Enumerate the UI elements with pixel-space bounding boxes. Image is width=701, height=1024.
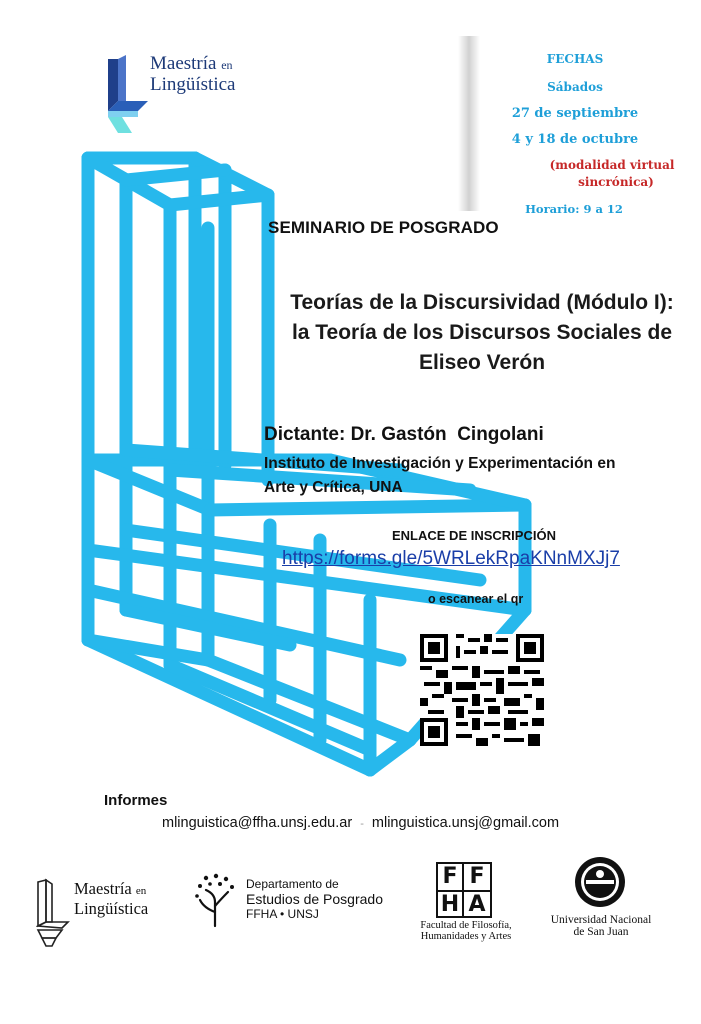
dept-line3: FFHA • UNSJ bbox=[246, 907, 319, 921]
unsj-caption bbox=[540, 914, 662, 938]
ffha-logo bbox=[436, 862, 492, 918]
instituto bbox=[264, 452, 694, 500]
dept-line2: Estudios de Posgrado bbox=[246, 891, 383, 907]
fechas-date1: 27 de septiembre bbox=[511, 106, 639, 121]
enlace-label: ENLACE DE INSCRIPCIÓN bbox=[392, 528, 556, 543]
registration-link[interactable]: https://forms.gle/5WRLekRpaKNnMXJj7 bbox=[282, 548, 620, 569]
seminario-heading: SEMINARIO DE POSGRADO bbox=[268, 218, 499, 237]
fechas-modality-1: (modalidad virtual bbox=[549, 158, 675, 172]
ffha-letter-1: F bbox=[438, 864, 464, 892]
maestria-footer-icon bbox=[36, 878, 72, 948]
title-line2: la Teoría de los Discursos Sociales de bbox=[291, 321, 673, 344]
dictante: Dictante: Dr. Gastón Cingolani bbox=[264, 424, 544, 445]
maestria-logo-icon bbox=[108, 55, 152, 135]
seminar-title bbox=[262, 288, 701, 378]
logo-line2: Lingüística bbox=[150, 74, 236, 95]
fechas-horario: Horario: 9 a 12 bbox=[525, 202, 623, 216]
qr-code[interactable] bbox=[420, 634, 544, 746]
logo-line1-small: en bbox=[221, 58, 233, 72]
unsj-line1: Universidad Nacional bbox=[550, 914, 652, 926]
title-line3: Eliseo Verón bbox=[418, 351, 546, 374]
qr-label: o escanear el qr bbox=[428, 592, 524, 606]
tree-icon bbox=[194, 872, 236, 928]
dept-line1: Departamento de bbox=[246, 877, 339, 891]
dept-text bbox=[246, 877, 383, 922]
logo-line1: Maestría bbox=[150, 53, 217, 74]
instituto-line1: Instituto de Investigación y Experimentación en bbox=[264, 455, 616, 472]
title-line1: Teorías de la Discursividad (Módulo I): bbox=[290, 291, 674, 314]
ffha-caption bbox=[416, 920, 516, 942]
footer-maestria-line2: Lingüística bbox=[74, 899, 149, 918]
email-1[interactable]: mlinguistica@ffha.unsj.edu.ar bbox=[162, 815, 353, 831]
email-separator: - bbox=[360, 818, 364, 830]
footer-maestria-small: en bbox=[135, 885, 147, 897]
fechas-date2: 4 y 18 de octubre bbox=[511, 132, 639, 147]
fechas-label: FECHAS bbox=[546, 52, 604, 66]
footer-maestria-line1: Maestría bbox=[74, 879, 132, 898]
ffha-caption-line2: Humanidades y Artes bbox=[420, 931, 512, 942]
unsj-seal-icon bbox=[574, 856, 626, 908]
ffha-letter-2: F bbox=[464, 864, 490, 892]
fechas-modality-2: sincrónica) bbox=[578, 175, 654, 189]
ffha-letter-3: H bbox=[438, 892, 464, 918]
ffha-caption-line1: Facultad de Filosofía, bbox=[420, 920, 512, 931]
fechas-day: Sábados bbox=[547, 80, 603, 94]
maestria-logo-text bbox=[150, 54, 235, 94]
unsj-line2: de San Juan bbox=[573, 926, 629, 938]
ffha-letter-4: A bbox=[468, 892, 486, 917]
instituto-line2: Arte y Crítica, UNA bbox=[264, 479, 403, 496]
contact-emails bbox=[162, 815, 559, 831]
informes-label: Informes bbox=[104, 792, 168, 809]
email-2[interactable]: mlinguistica.unsj@gmail.com bbox=[371, 815, 560, 831]
maestria-footer-text bbox=[74, 880, 148, 918]
